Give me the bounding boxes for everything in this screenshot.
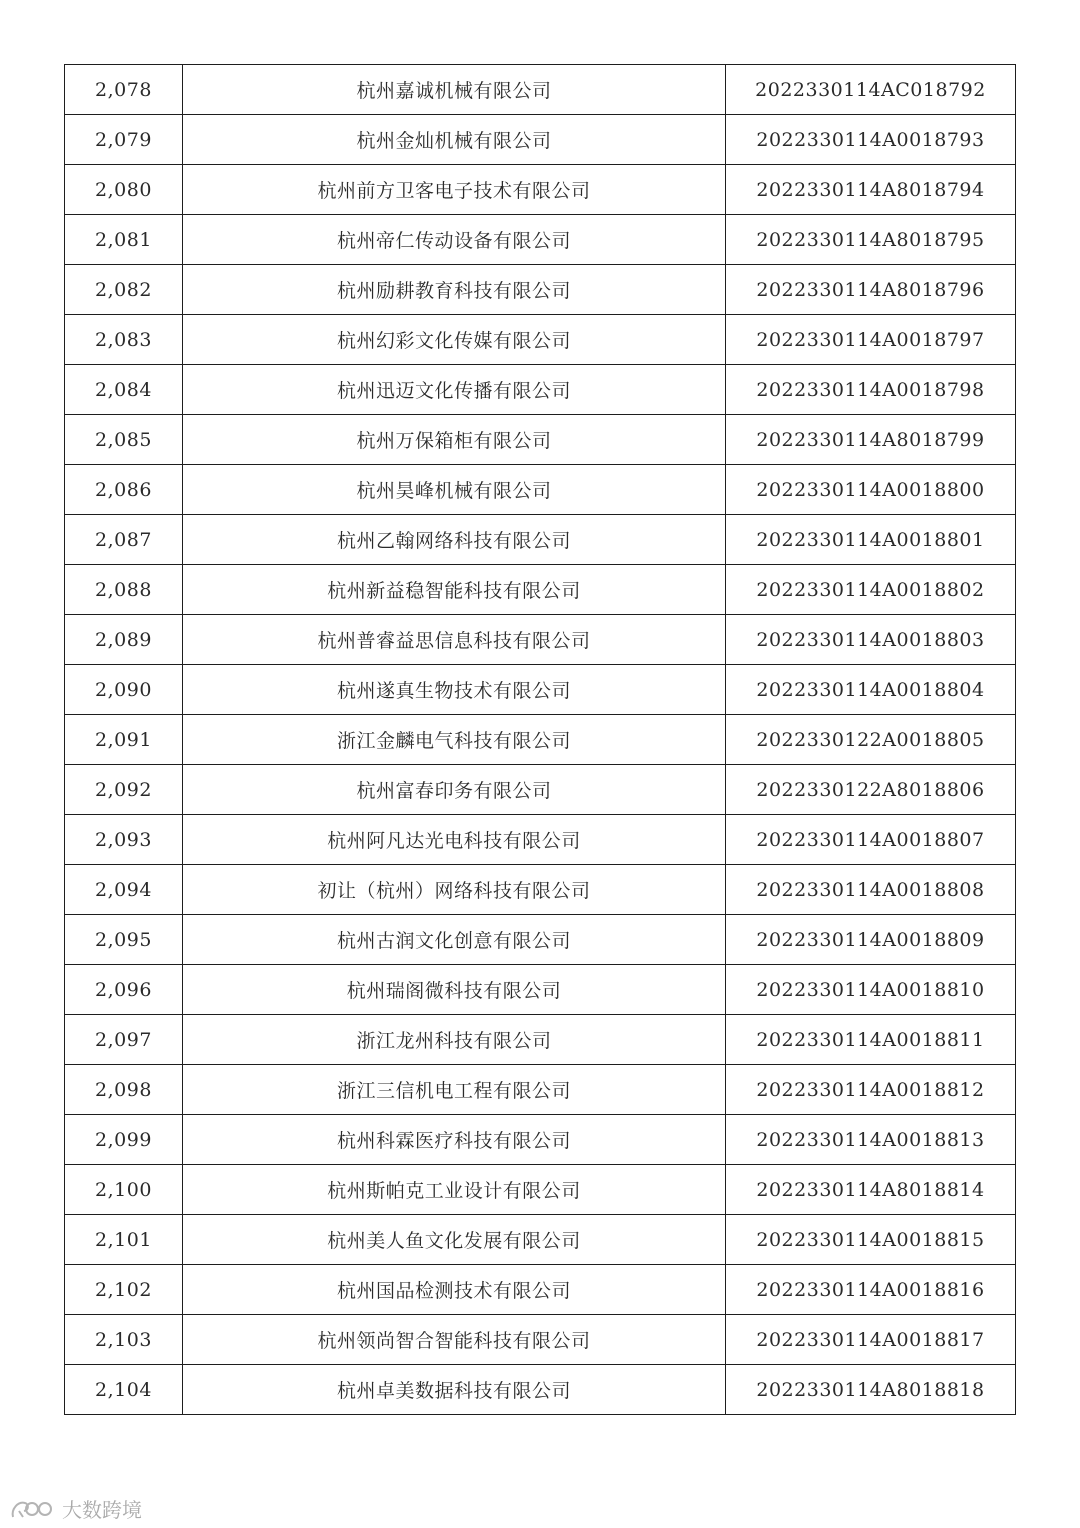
- company-name: 杭州迅迈文化传播有限公司: [183, 365, 726, 415]
- registration-code: 2022330114A0018810: [726, 965, 1016, 1015]
- row-number: 2,092: [65, 765, 183, 815]
- registration-code: 2022330114A0018813: [726, 1115, 1016, 1165]
- table-row: [65, 665, 1016, 715]
- company-name: 浙江龙州科技有限公司: [183, 1015, 726, 1065]
- row-number: 2,089: [65, 615, 183, 665]
- row-number: 2,086: [65, 465, 183, 515]
- table-row: [65, 815, 1016, 865]
- table-row: [65, 1215, 1016, 1265]
- row-number: 2,080: [65, 165, 183, 215]
- company-name: 浙江三信机电工程有限公司: [183, 1065, 726, 1115]
- row-number: 2,087: [65, 515, 183, 565]
- company-name: 杭州昊峰机械有限公司: [183, 465, 726, 515]
- table-row: [65, 1165, 1016, 1215]
- row-number: 2,095: [65, 915, 183, 965]
- row-number: 2,098: [65, 1065, 183, 1115]
- table-row: [65, 565, 1016, 615]
- row-number: 2,084: [65, 365, 183, 415]
- registration-code: 2022330114A0018816: [726, 1265, 1016, 1315]
- row-number: 2,093: [65, 815, 183, 865]
- row-number: 2,103: [65, 1315, 183, 1365]
- company-list-table: [64, 64, 1016, 1415]
- table-row: [65, 865, 1016, 915]
- row-number: 2,082: [65, 265, 183, 315]
- company-name: 初让（杭州）网络科技有限公司: [183, 865, 726, 915]
- table-row: [65, 715, 1016, 765]
- registration-code: 2022330114A0018803: [726, 615, 1016, 665]
- company-name: 杭州遂真生物技术有限公司: [183, 665, 726, 715]
- watermark: [10, 1494, 142, 1523]
- row-number: 2,083: [65, 315, 183, 365]
- registration-code: 2022330114A0018815: [726, 1215, 1016, 1265]
- company-name: 杭州金灿机械有限公司: [183, 115, 726, 165]
- registration-code: 2022330114A0018811: [726, 1015, 1016, 1065]
- table-row: [65, 515, 1016, 565]
- row-number: 2,104: [65, 1365, 183, 1415]
- company-name: 杭州万保箱柜有限公司: [183, 415, 726, 465]
- registration-code: 2022330114A0018801: [726, 515, 1016, 565]
- table-row: [65, 1365, 1016, 1415]
- row-number: 2,088: [65, 565, 183, 615]
- brand-logo-icon: [10, 1497, 56, 1521]
- table-row: [65, 465, 1016, 515]
- company-name: 浙江金麟电气科技有限公司: [183, 715, 726, 765]
- table-row: [65, 1115, 1016, 1165]
- registration-code: 2022330114AC018792: [726, 65, 1016, 115]
- registration-code: 2022330114A0018808: [726, 865, 1016, 915]
- company-name: 杭州瑞阁微科技有限公司: [183, 965, 726, 1015]
- company-name: 杭州前方卫客电子技术有限公司: [183, 165, 726, 215]
- company-name: 杭州美人鱼文化发展有限公司: [183, 1215, 726, 1265]
- company-name: 杭州富春印务有限公司: [183, 765, 726, 815]
- registration-code: 2022330114A0018804: [726, 665, 1016, 715]
- company-name: 杭州卓美数据科技有限公司: [183, 1365, 726, 1415]
- table-body: [65, 65, 1016, 1415]
- registration-code: 2022330114A0018812: [726, 1065, 1016, 1115]
- table-row: [65, 1065, 1016, 1115]
- registration-code: 2022330114A8018818: [726, 1365, 1016, 1415]
- company-name: 杭州领尚智合智能科技有限公司: [183, 1315, 726, 1365]
- table-row: [65, 765, 1016, 815]
- registration-code: 2022330114A0018802: [726, 565, 1016, 615]
- table-row: [65, 215, 1016, 265]
- registration-code: 2022330114A0018809: [726, 915, 1016, 965]
- company-name: 杭州古润文化创意有限公司: [183, 915, 726, 965]
- table-row: [65, 165, 1016, 215]
- registration-code: 2022330114A0018793: [726, 115, 1016, 165]
- row-number: 2,079: [65, 115, 183, 165]
- company-name: 杭州科霖医疗科技有限公司: [183, 1115, 726, 1165]
- table-row: [65, 315, 1016, 365]
- company-name: 杭州斯帕克工业设计有限公司: [183, 1165, 726, 1215]
- row-number: 2,094: [65, 865, 183, 915]
- registration-code: 2022330114A0018807: [726, 815, 1016, 865]
- registration-code: 2022330122A8018806: [726, 765, 1016, 815]
- company-name: 杭州普睿益思信息科技有限公司: [183, 615, 726, 665]
- company-name: 杭州阿凡达光电科技有限公司: [183, 815, 726, 865]
- row-number: 2,099: [65, 1115, 183, 1165]
- registration-code: 2022330122A0018805: [726, 715, 1016, 765]
- registration-code: 2022330114A0018798: [726, 365, 1016, 415]
- company-name: 杭州新益稳智能科技有限公司: [183, 565, 726, 615]
- row-number: 2,078: [65, 65, 183, 115]
- row-number: 2,097: [65, 1015, 183, 1065]
- company-name: 杭州国品检测技术有限公司: [183, 1265, 726, 1315]
- row-number: 2,081: [65, 215, 183, 265]
- row-number: 2,101: [65, 1215, 183, 1265]
- registration-code: 2022330114A0018817: [726, 1315, 1016, 1365]
- registration-code: 2022330114A0018797: [726, 315, 1016, 365]
- table-row: [65, 915, 1016, 965]
- table-row: [65, 615, 1016, 665]
- company-name: 杭州幻彩文化传媒有限公司: [183, 315, 726, 365]
- row-number: 2,091: [65, 715, 183, 765]
- table-row: [65, 1265, 1016, 1315]
- watermark-text: 大数跨境: [62, 1498, 142, 1522]
- table-row: [65, 965, 1016, 1015]
- row-number: 2,096: [65, 965, 183, 1015]
- company-name: 杭州励耕教育科技有限公司: [183, 265, 726, 315]
- table-row: [65, 415, 1016, 465]
- table-row: [65, 365, 1016, 415]
- table-row: [65, 115, 1016, 165]
- row-number: 2,085: [65, 415, 183, 465]
- row-number: 2,090: [65, 665, 183, 715]
- company-name: 杭州帝仁传动设备有限公司: [183, 215, 726, 265]
- company-name: 杭州嘉诚机械有限公司: [183, 65, 726, 115]
- registration-code: 2022330114A8018794: [726, 165, 1016, 215]
- table-row: [65, 65, 1016, 115]
- registration-code: 2022330114A8018814: [726, 1165, 1016, 1215]
- company-name: 杭州乙翰网络科技有限公司: [183, 515, 726, 565]
- table-row: [65, 1015, 1016, 1065]
- table-row: [65, 1315, 1016, 1365]
- registration-code: 2022330114A8018796: [726, 265, 1016, 315]
- registration-code: 2022330114A8018799: [726, 415, 1016, 465]
- row-number: 2,102: [65, 1265, 183, 1315]
- registration-code: 2022330114A0018800: [726, 465, 1016, 515]
- table-row: [65, 265, 1016, 315]
- registration-code: 2022330114A8018795: [726, 215, 1016, 265]
- row-number: 2,100: [65, 1165, 183, 1215]
